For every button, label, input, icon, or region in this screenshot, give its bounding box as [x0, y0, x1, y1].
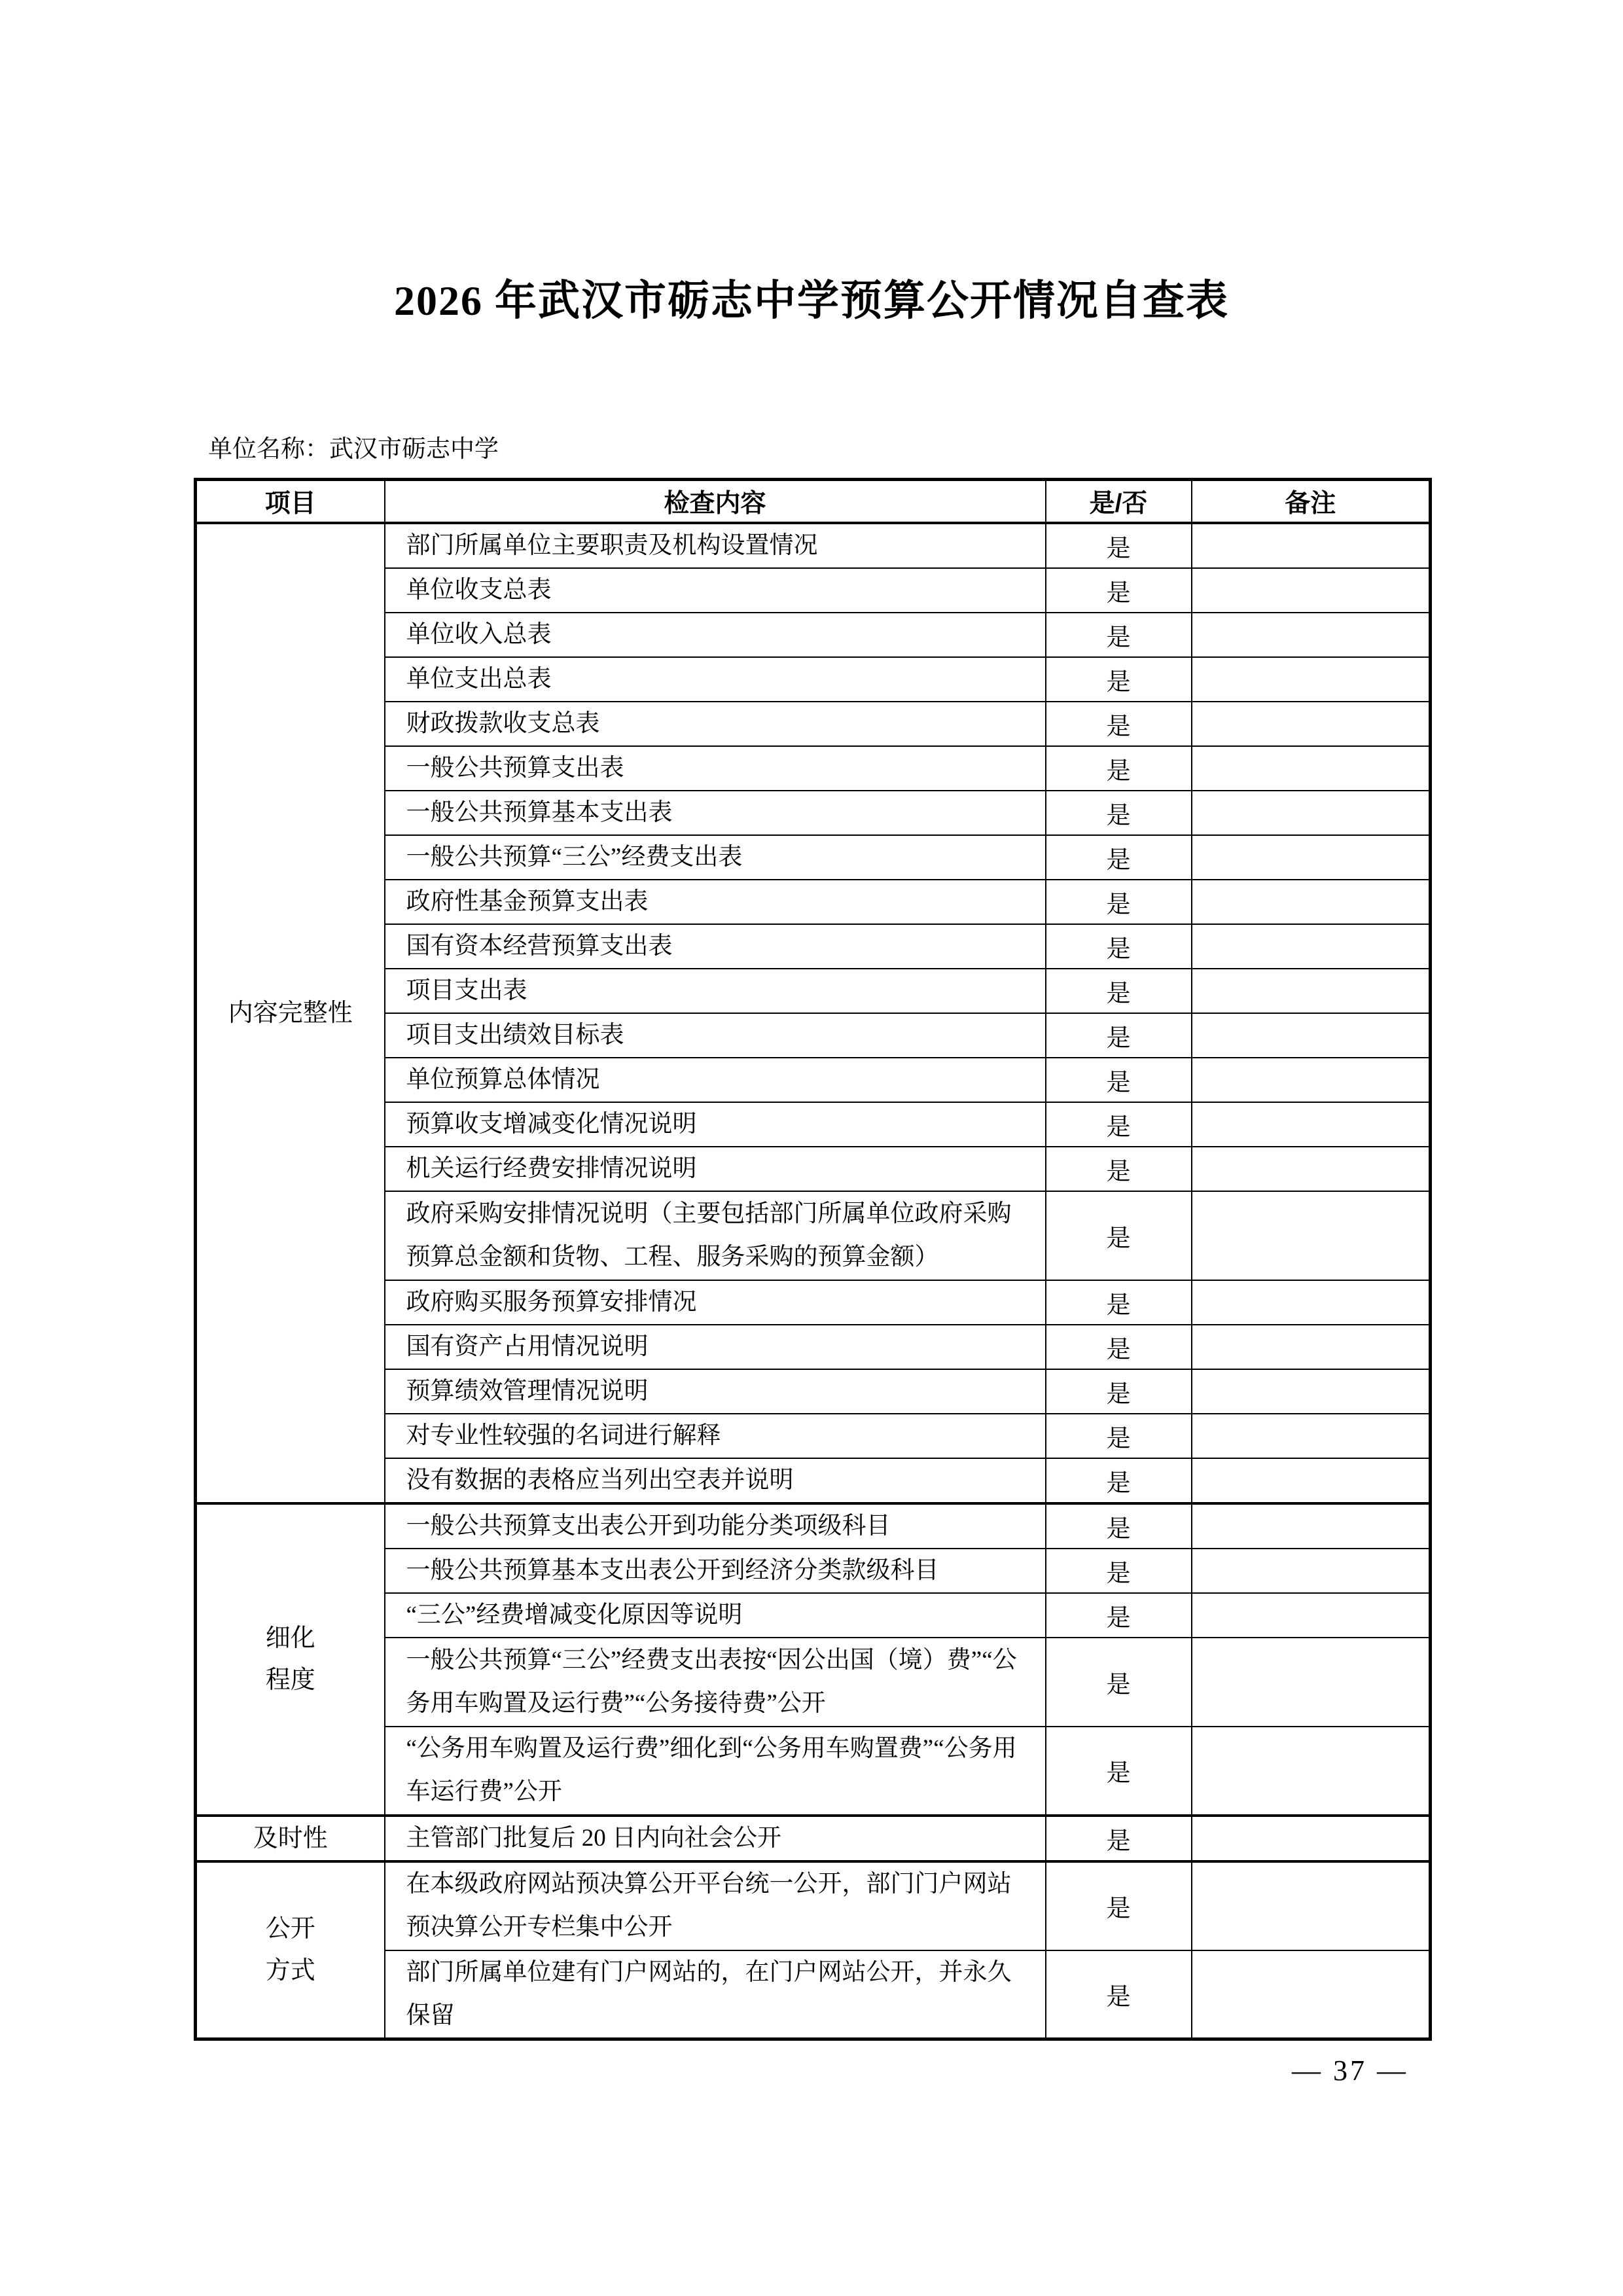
remark-cell: [1192, 1638, 1431, 1727]
yesno-cell: 是: [1046, 1325, 1192, 1369]
table-row: [196, 1861, 1431, 1950]
check-content-cell: 没有数据的表格应当列出空表并说明: [385, 1458, 1046, 1503]
remark-cell: [1192, 1503, 1431, 1549]
yesno-cell: 是: [1046, 1638, 1192, 1727]
remark-cell: [1192, 1325, 1431, 1369]
check-content-cell: 一般公共预算“三公”经费支出表按“因公出国（境）费”“公务用车购置及运行费”“公务接待费”公开: [385, 1638, 1046, 1727]
section-label-cell: 内容完整性: [196, 523, 385, 1503]
remark-cell: [1192, 880, 1431, 924]
yesno-cell: 是: [1046, 702, 1192, 746]
yesno-cell: 是: [1046, 568, 1192, 613]
remark-cell: [1192, 1861, 1431, 1950]
col-header-yesno: 是/否: [1046, 480, 1192, 523]
yesno-cell: 是: [1046, 1191, 1192, 1280]
yesno-cell: 是: [1046, 1458, 1192, 1503]
check-content-cell: 项目支出表: [385, 969, 1046, 1013]
remark-cell: [1192, 1593, 1431, 1638]
check-content-cell: 机关运行经费安排情况说明: [385, 1147, 1046, 1191]
remark-cell: [1192, 1727, 1431, 1816]
table-row: [196, 1503, 1431, 1549]
self-check-table: [194, 478, 1432, 2041]
yesno-cell: 是: [1046, 613, 1192, 657]
yesno-cell: 是: [1046, 1147, 1192, 1191]
remark-cell: [1192, 1950, 1431, 2039]
remark-cell: [1192, 1549, 1431, 1593]
check-content-cell: 单位预算总体情况: [385, 1058, 1046, 1102]
check-content-cell: 一般公共预算基本支出表: [385, 791, 1046, 835]
yesno-cell: 是: [1046, 969, 1192, 1013]
check-content-cell: 部门所属单位主要职责及机构设置情况: [385, 523, 1046, 568]
check-content-cell: 国有资本经营预算支出表: [385, 924, 1046, 969]
remark-cell: [1192, 924, 1431, 969]
check-content-cell: 国有资产占用情况说明: [385, 1325, 1046, 1369]
check-content-cell: 政府性基金预算支出表: [385, 880, 1046, 924]
table-header-row: [196, 480, 1431, 523]
remark-cell: [1192, 1369, 1431, 1414]
remark-cell: [1192, 1191, 1431, 1280]
yesno-cell: 是: [1046, 1058, 1192, 1102]
yesno-cell: 是: [1046, 1102, 1192, 1147]
remark-cell: [1192, 1280, 1431, 1325]
check-content-cell: 单位收入总表: [385, 613, 1046, 657]
table-row: [196, 1816, 1431, 1861]
page-title: 2026 年武汉市砺志中学预算公开情况自查表: [394, 278, 1229, 324]
yesno-cell: 是: [1046, 1950, 1192, 2039]
yesno-cell: 是: [1046, 835, 1192, 880]
remark-cell: [1192, 657, 1431, 702]
yesno-cell: 是: [1046, 1593, 1192, 1638]
check-content-cell: 在本级政府网站预决算公开平台统一公开，部门门户网站预决算公开专栏集中公开: [385, 1861, 1046, 1950]
check-content-cell: 单位收支总表: [385, 568, 1046, 613]
remark-cell: [1192, 568, 1431, 613]
remark-cell: [1192, 746, 1431, 791]
check-content-cell: 部门所属单位建有门户网站的，在门户网站公开，并永久保留: [385, 1950, 1046, 2039]
yesno-cell: 是: [1046, 1369, 1192, 1414]
check-content-cell: “三公”经费增减变化原因等说明: [385, 1593, 1046, 1638]
yesno-cell: 是: [1046, 523, 1192, 568]
remark-cell: [1192, 1058, 1431, 1102]
table-row: [196, 523, 1431, 568]
check-content-cell: “公务用车购置及运行费”细化到“公务用车购置费”“公务用车运行费”公开: [385, 1727, 1046, 1816]
section-label-cell: 公开 方式: [196, 1861, 385, 2039]
check-content-cell: 一般公共预算支出表: [385, 746, 1046, 791]
col-header-content: 检查内容: [385, 480, 1046, 523]
yesno-cell: 是: [1046, 1013, 1192, 1058]
section-label-cell: 细化 程度: [196, 1503, 385, 1816]
remark-cell: [1192, 613, 1431, 657]
remark-cell: [1192, 702, 1431, 746]
remark-cell: [1192, 835, 1431, 880]
check-content-cell: 预算绩效管理情况说明: [385, 1369, 1046, 1414]
remark-cell: [1192, 1147, 1431, 1191]
check-content-cell: 主管部门批复后 20 日内向社会公开: [385, 1816, 1046, 1861]
remark-cell: [1192, 1102, 1431, 1147]
unit-name-line: 单位名称：武汉市砺志中学: [208, 436, 499, 463]
remark-cell: [1192, 1013, 1431, 1058]
yesno-cell: 是: [1046, 791, 1192, 835]
yesno-cell: 是: [1046, 1280, 1192, 1325]
yesno-cell: 是: [1046, 1816, 1192, 1861]
remark-cell: [1192, 969, 1431, 1013]
yesno-cell: 是: [1046, 657, 1192, 702]
yesno-cell: 是: [1046, 924, 1192, 969]
check-content-cell: 项目支出绩效目标表: [385, 1013, 1046, 1058]
check-content-cell: 政府购买服务预算安排情况: [385, 1280, 1046, 1325]
page-number: — 37 —: [1292, 2054, 1408, 2087]
check-content-cell: 对专业性较强的名词进行解释: [385, 1414, 1046, 1458]
check-content-cell: 一般公共预算支出表公开到功能分类项级科目: [385, 1503, 1046, 1549]
check-content-cell: 预算收支增减变化情况说明: [385, 1102, 1046, 1147]
remark-cell: [1192, 791, 1431, 835]
remark-cell: [1192, 1816, 1431, 1861]
remark-cell: [1192, 523, 1431, 568]
check-content-cell: 财政拨款收支总表: [385, 702, 1046, 746]
section-label-cell: 及时性: [196, 1816, 385, 1861]
col-header-remark: 备注: [1192, 480, 1431, 523]
check-content-cell: 一般公共预算“三公”经费支出表: [385, 835, 1046, 880]
check-content-cell: 单位支出总表: [385, 657, 1046, 702]
yesno-cell: 是: [1046, 746, 1192, 791]
yesno-cell: 是: [1046, 1414, 1192, 1458]
col-header-project: 项目: [196, 480, 385, 523]
yesno-cell: 是: [1046, 880, 1192, 924]
yesno-cell: 是: [1046, 1503, 1192, 1549]
yesno-cell: 是: [1046, 1727, 1192, 1816]
check-content-cell: 一般公共预算基本支出表公开到经济分类款级科目: [385, 1549, 1046, 1593]
remark-cell: [1192, 1458, 1431, 1503]
check-content-cell: 政府采购安排情况说明（主要包括部门所属单位政府采购预算总金额和货物、工程、服务采购的预算金额）: [385, 1191, 1046, 1280]
yesno-cell: 是: [1046, 1861, 1192, 1950]
yesno-cell: 是: [1046, 1549, 1192, 1593]
remark-cell: [1192, 1414, 1431, 1458]
